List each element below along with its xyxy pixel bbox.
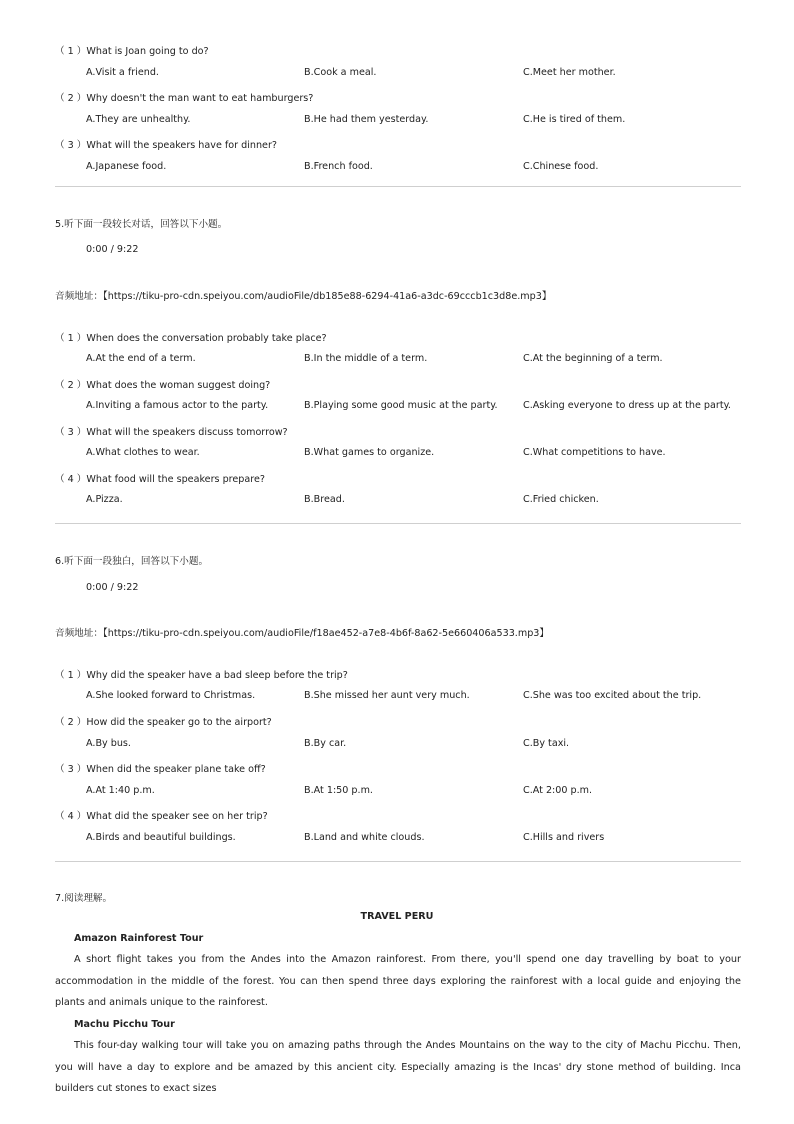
question: （ 3 ）What will the speakers have for dinner? [55,140,277,151]
question: （ 2 ）Why doesn't the man want to eat hamburgers? [55,93,314,104]
audio-time[interactable]: 0:00 / 9:22 [86,582,139,593]
option-c[interactable]: C.He is tired of them. [523,114,626,125]
option-b[interactable]: B.At 1:50 p.m. [304,785,373,796]
option-a[interactable]: A.Inviting a famous actor to the party. [86,400,269,411]
divider [55,186,741,187]
option-b[interactable]: B.She missed her aunt very much. [304,690,470,701]
option-a[interactable]: A.At 1:40 p.m. [86,785,155,796]
section-title: 5.听下面一段较长对话，回答以下小题。 [55,219,228,230]
option-c[interactable]: C.Meet her mother. [523,67,616,78]
question: （ 1 ）What is Joan going to do? [55,46,209,57]
option-b[interactable]: B.Bread. [304,494,345,505]
question: （ 3 ）What will the speakers discuss tomorrow? [55,427,288,438]
passage-paragraph: A short flight takes you from the Andes into the Amazon rainforest. From there, you'll spend one day travelling by boat to your accommodation in the middle of the forest. You can then spend three days exploring the rainforest with a local guide and enjoying the plants and animals unique to the rainforest. [55,954,741,1008]
tour-title: Amazon Rainforest Tour [74,933,204,944]
passage-heading: TRAVEL PERU [360,911,434,922]
option-b[interactable]: B.In the middle of a term. [304,353,428,364]
question: （ 2 ）What does the woman suggest doing? [55,380,271,391]
section-title: 6.听下面一段独白，回答以下小题。 [55,556,209,567]
question: （ 3 ）When did the speaker plane take off? [55,764,266,775]
option-a[interactable]: A.Birds and beautiful buildings. [86,832,236,843]
option-a[interactable]: A.They are unhealthy. [86,114,191,125]
option-a[interactable]: A.Pizza. [86,494,123,505]
question: （ 1 ）Why did the speaker have a bad sleep before the trip? [55,670,348,681]
option-c[interactable]: C.What competitions to have. [523,447,666,458]
question: （ 1 ）When does the conversation probably take place? [55,333,327,344]
option-a[interactable]: A.What clothes to wear. [86,447,200,458]
option-a[interactable]: A.Visit a friend. [86,67,159,78]
option-b[interactable]: B.Cook a meal. [304,67,377,78]
option-a[interactable]: A.Japanese food. [86,161,167,172]
option-c[interactable]: C.At 2:00 p.m. [523,785,593,796]
option-b[interactable]: B.He had them yesterday. [304,114,429,125]
option-c[interactable]: C.Fried chicken. [523,494,599,505]
question: （ 2 ）How did the speaker go to the airport? [55,717,272,728]
option-b[interactable]: B.Land and white clouds. [304,832,425,843]
option-c[interactable]: C.Hills and rivers [523,832,605,843]
divider [55,861,741,862]
audio-url[interactable]: 音频地址：【https://tiku-pro-cdn.speiyou.com/audioFile/db185e88-6294-41a6-a3dc-69cccb1c3d8e.mp3】 [55,291,552,302]
option-c[interactable]: C.Chinese food. [523,161,599,172]
tour-title: Machu Picchu Tour [74,1019,175,1030]
option-c[interactable]: C.Asking everyone to dress up at the party. [523,400,731,411]
option-b[interactable]: B.What games to organize. [304,447,435,458]
section-title: 7.阅读理解。 [55,893,113,904]
divider [55,523,741,524]
option-a[interactable]: A.At the end of a term. [86,353,196,364]
question: （ 4 ）What did the speaker see on her trip? [55,811,268,822]
option-a[interactable]: A.She looked forward to Christmas. [86,690,256,701]
option-b[interactable]: B.French food. [304,161,373,172]
option-a[interactable]: A.By bus. [86,738,131,749]
passage-paragraph: This four-day walking tour will take you on amazing paths through the Andes Mountains on the way to the city of Machu Picchu. Then, you will have a day to explore and be amazed by this ancient city. Especially amazing is the Incas' dry stone method of building. Inca builders cut stones to exact sizes [55,1040,741,1094]
option-b[interactable]: B.By car. [304,738,347,749]
option-c[interactable]: C.She was too excited about the trip. [523,690,702,701]
audio-time[interactable]: 0:00 / 9:22 [86,244,139,255]
audio-url[interactable]: 音频地址：【https://tiku-pro-cdn.speiyou.com/audioFile/f18ae452-a7e8-4b6f-8a62-5e660406a533.mp3】 [55,628,549,639]
question: （ 4 ）What food will the speakers prepare? [55,474,265,485]
option-c[interactable]: C.At the beginning of a term. [523,353,663,364]
option-c[interactable]: C.By taxi. [523,738,570,749]
option-b[interactable]: B.Playing some good music at the party. [304,400,498,411]
